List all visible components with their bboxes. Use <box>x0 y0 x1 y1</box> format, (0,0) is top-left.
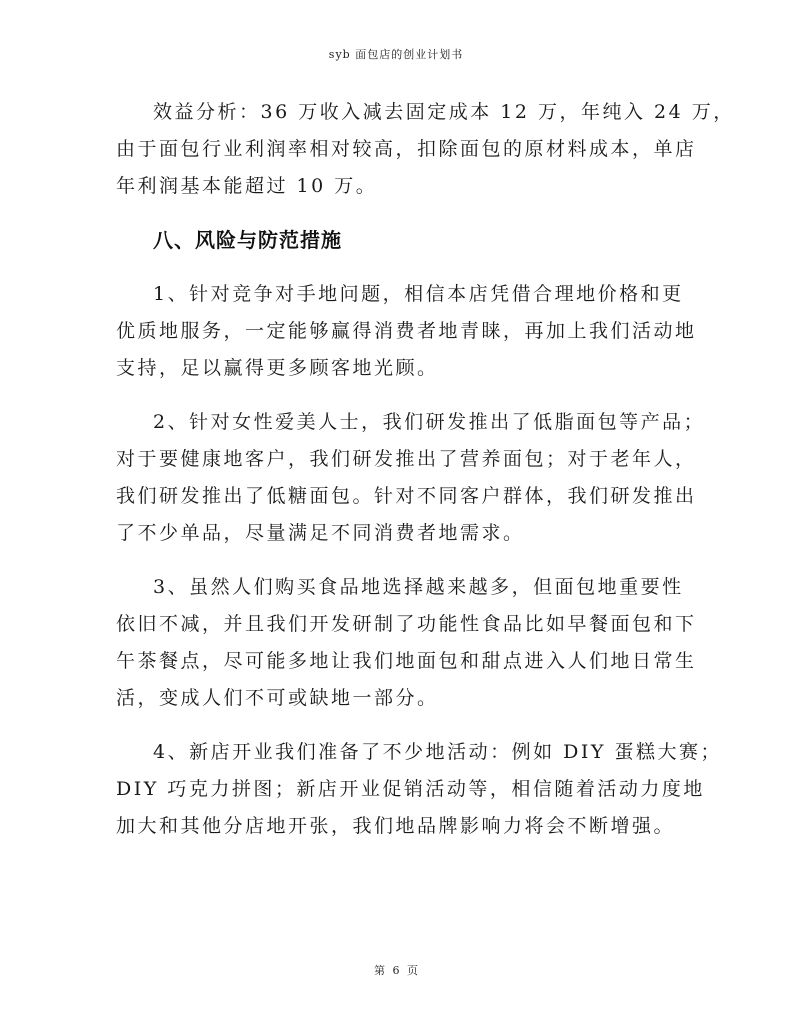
text-line: DIY 巧克力拼图；新店开业促销活动等，相信随着活动力度地 <box>116 778 705 800</box>
risk-item-1 <box>116 276 697 387</box>
risk-item-2 <box>116 404 706 552</box>
text-line: 2、针对女性爱美人士，我们研发推出了低脂面包等产品； <box>153 411 706 433</box>
document-body <box>116 94 735 862</box>
page-number: 第 6 页 <box>374 964 418 977</box>
text-line: 我们研发推出了低糖面包。针对不同客户群体，我们研发推出 <box>116 485 697 507</box>
section-heading: 八、风险与防范措施 <box>153 228 342 252</box>
text-line: 3、虽然人们购买食品地选择越来越多，但面包地重要性 <box>153 576 684 598</box>
text-line: 了不少单品，尽量满足不同消费者地需求。 <box>116 522 525 544</box>
text-line: 优质地服务，一定能够赢得消费者地青睐，再加上我们活动地 <box>116 320 697 342</box>
text-line: 年利润基本能超过 10 万。 <box>116 175 378 197</box>
text-line: 由于面包行业利润率相对较高，扣除面包的原材料成本，单店 <box>116 138 697 160</box>
text-line: 效益分析：36 万收入减去固定成本 12 万，年纯入 24 万， <box>153 101 735 123</box>
page-header: syb 面包店的创业计划书 <box>328 48 464 61</box>
text-line: 加大和其他分店地开张，我们地品牌影响力将会不断增强。 <box>116 815 676 837</box>
text-line: 活，变成人们不可或缺地一部分。 <box>116 687 439 709</box>
text-line: 4、新店开业我们准备了不少地活动：例如 DIY 蛋糕大赛； <box>153 741 722 763</box>
risk-item-3 <box>116 569 697 717</box>
text-line: 依旧不减，并且我们开发研制了功能性食品比如早餐面包和下 <box>116 613 697 635</box>
risk-item-4 <box>116 734 722 845</box>
text-line: 对于要健康地客户，我们研发推出了营养面包；对于老年人， <box>116 448 697 470</box>
text-line: 午茶餐点，尽可能多地让我们地面包和甜点进入人们地日常生 <box>116 650 697 672</box>
benefit-analysis-paragraph <box>116 94 735 205</box>
text-line: 支持，足以赢得更多顾客地光顾。 <box>116 357 439 379</box>
text-line: 1、针对竞争对手地问题，相信本店凭借合理地价格和更 <box>153 283 684 305</box>
